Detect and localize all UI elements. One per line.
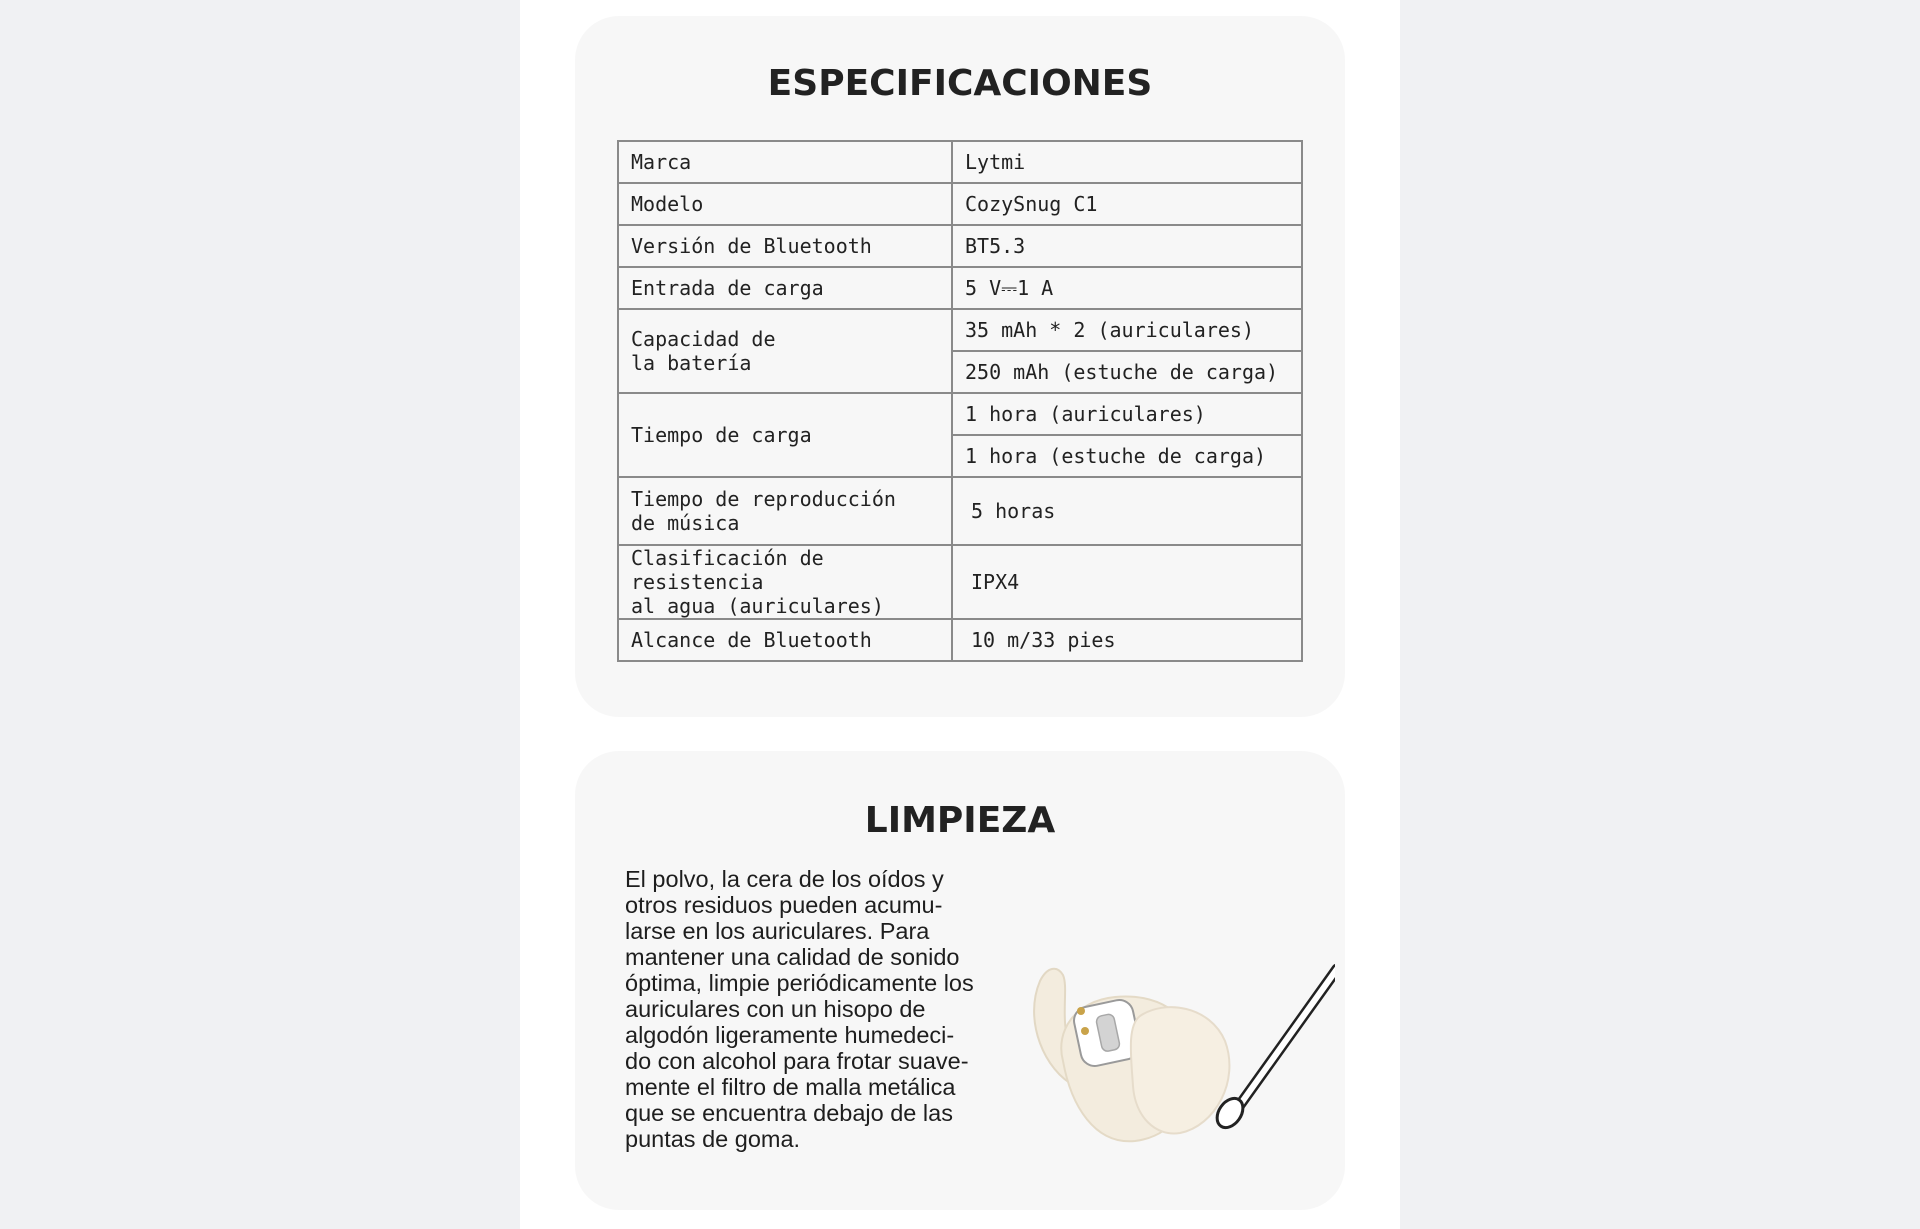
spec-value-battery-case: 250 mAh (estuche de carga) <box>952 351 1302 393</box>
earbud-rubber-tip <box>1131 1007 1230 1133</box>
spec-label-charging-input: Entrada de carga <box>618 267 952 309</box>
table-row <box>618 477 1302 545</box>
spec-label-battery: Capacidad de la batería <box>618 309 952 393</box>
spec-value-charging-time-case: 1 hora (estuche de carga) <box>952 435 1302 477</box>
table-row <box>618 183 1302 225</box>
spec-value-charging-time-earbuds: 1 hora (auriculares) <box>952 393 1302 435</box>
swab-stick <box>1237 969 1335 1109</box>
earbud-with-cotton-swab-icon <box>1015 901 1335 1191</box>
spec-value-battery-earbuds: 35 mAh * 2 (auriculares) <box>952 309 1302 351</box>
earbud-pin <box>1077 1007 1085 1015</box>
page <box>520 0 1400 1229</box>
spec-label-charging-time: Tiempo de carga <box>618 393 952 477</box>
cleaning-instructions: El polvo, la cera de los oídos y otros residuos pueden acumu- larse en los auriculares. Para mantener una calidad de sonido óptima, limpie periódicamente los auriculares con un hisopo de algodón ligeramente humedeci- do con alcohol para frotar suave- mente el filtro de malla metálica que se encuentra debajo de las puntas de goma. <box>625 866 974 1152</box>
spec-value-brand: Lytmi <box>952 141 1302 183</box>
table-row <box>618 545 1302 619</box>
spec-label-bt-range: Alcance de Bluetooth <box>618 619 952 661</box>
spec-value-charging-input: 5 V⎓1 A <box>952 267 1302 309</box>
table-row <box>618 619 1302 661</box>
spec-value-playtime: 5 horas <box>952 477 1302 545</box>
spec-label-model: Modelo <box>618 183 952 225</box>
cleaning-card <box>575 751 1345 1210</box>
specifications-card <box>575 16 1345 717</box>
table-row <box>618 141 1302 183</box>
earbud-pin <box>1081 1027 1089 1035</box>
spec-label-playtime: Tiempo de reproducción de música <box>618 477 952 545</box>
spec-value-bt-range: 10 m/33 pies <box>952 619 1302 661</box>
table-row <box>618 225 1302 267</box>
spec-label-water-rating: Clasificación de resistencia al agua (auriculares) <box>618 545 952 619</box>
table-row <box>618 393 1302 435</box>
specifications-table <box>617 140 1303 662</box>
spec-label-bt-version: Versión de Bluetooth <box>618 225 952 267</box>
spec-label-brand: Marca <box>618 141 952 183</box>
specifications-title: ESPECIFICACIONES <box>767 63 1153 104</box>
cleaning-title: LIMPIEZA <box>864 800 1056 841</box>
spec-value-model: CozySnug C1 <box>952 183 1302 225</box>
spec-value-bt-version: BT5.3 <box>952 225 1302 267</box>
table-row <box>618 267 1302 309</box>
table-row <box>618 309 1302 351</box>
spec-value-water-rating: IPX4 <box>952 545 1302 619</box>
